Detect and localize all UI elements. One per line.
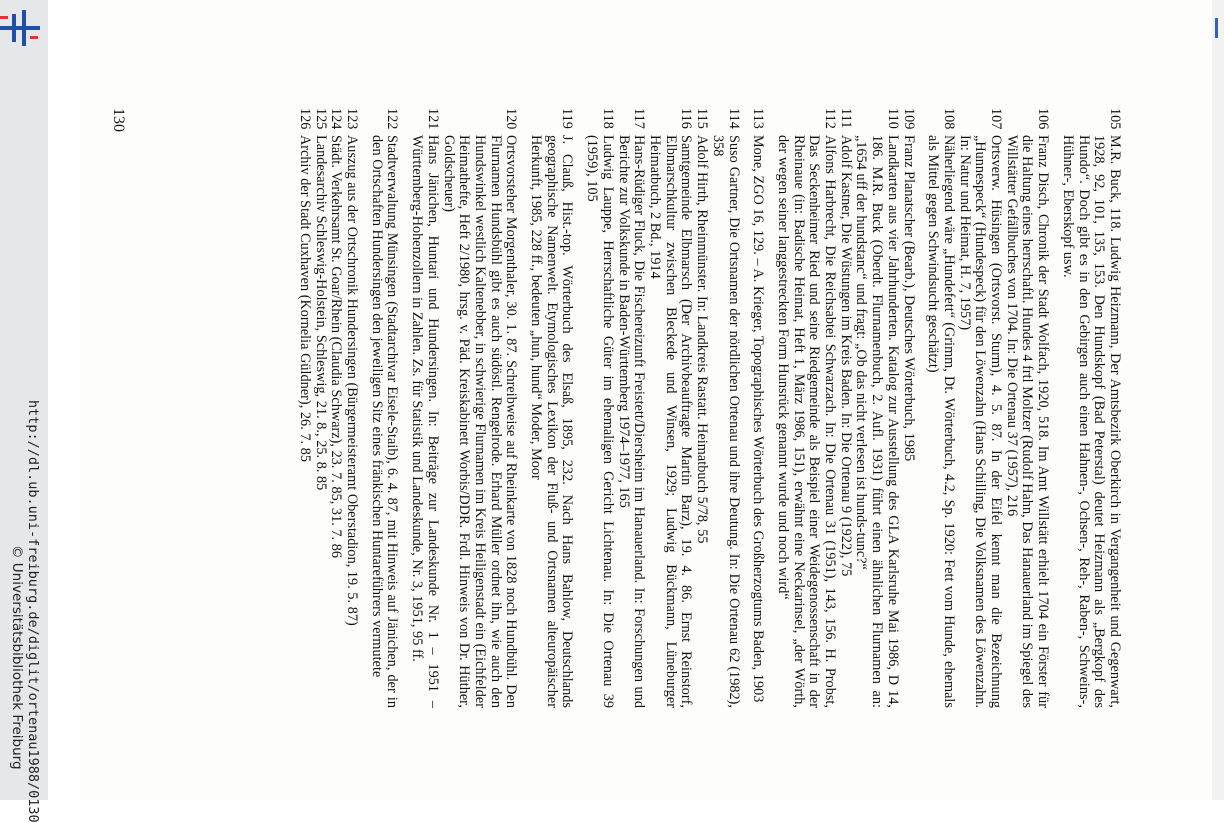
footnote-text: Näherliegend wäre „Hundefett“ (Grimm, Dt. Wörterbuch, 4.2, Sp. 1920: Fett vom Hunde, ehemals als Mittel gegen Schwindsucht geschätzt) <box>925 135 957 708</box>
scroll-marker-icon <box>1215 18 1218 38</box>
footnote <box>750 108 766 708</box>
footnote <box>615 108 646 708</box>
footnote-number: 108 <box>940 108 957 130</box>
footnote-text: Mone, ZGO 16, 129. – A. Krieger, Topographisches Wörterbuch des Großherzogtums Baden, 1903 <box>750 135 767 703</box>
footnote-number: 112 <box>822 108 839 129</box>
page-edge <box>1212 0 1224 800</box>
note-spacer <box>359 108 368 708</box>
footnote-text: Adolf Kastner, Die Wüstungen im Kreis Baden. In: Die Ortenau 9 (1922), 75 <box>837 135 854 577</box>
footnote-number: 116 <box>678 108 695 129</box>
note-spacer <box>575 108 584 708</box>
footnote-text: J. Clauß, Hist.-top. Wörterbuch des Elsaß, 1895, 232. Nach Hans Bahlow, Deutschlands geographische Namenwelt. Etymologisches Lexikon der Fluß- und Ortsnamen alteuropäischer Herkunft, 1985, 228 ff., bedeuten „hun, hund“ Moder, Moor <box>528 135 576 708</box>
footnote <box>646 108 693 708</box>
library-logo-icon <box>0 10 40 46</box>
footnote-text: Franz Disch, Chronik der Stadt Wolfach, 1920, 518. Im Amt Willstätt erhielt 1704 ein Förster für die Haltung eines herrschaftl. Hundes 4 frtl Moltzer (Rudolf Hahn, Das Hanauerland im Spiegel des Willstätter Gefällbuches von 1704. In: Die Ortenau 37 (1957), 216 <box>1003 135 1052 708</box>
footnote-text: Ortsvorsteher Morgenthaler, 30. 1. 87. Schreibweise auf Rheinkarte von 1828 noch Hundbühl. Den Flurnamen Hundsbühl gibt es auch südöstl. Rengelrode. Erhard Müller ordnet ihn, wie auch den Hundswinkel westlich Kaltenebber, in schwierige Flurnamen im Kreis Heiligenstadt ein (Eichfelder Heimathefte, Heft 2/1980, hrsg. v. Päd. Kreiskabinett Worbis/DDR. Frdl. Hinweis von Dr. Hüther, Goldscheuer) <box>440 135 520 708</box>
footnote-number: 125 <box>312 108 329 130</box>
note-spacer <box>741 108 750 708</box>
footnote <box>343 108 359 708</box>
footnote <box>925 108 956 708</box>
footnote-text: Archiv der Stadt Cuxhaven (Kornelia Güldner), 26. 7. 85 <box>296 135 313 463</box>
footnote <box>853 108 900 708</box>
footnote-number: 109 <box>900 108 917 130</box>
note-spacer <box>765 108 774 708</box>
footnote-number: 121 <box>424 108 441 130</box>
note-spacer <box>518 108 527 708</box>
footnote <box>296 108 312 708</box>
note-spacer <box>1050 108 1059 708</box>
footnote <box>584 108 615 708</box>
footnote-text: Ortsverw. Hüsingen (Ortsvorst. Sturm), 4. 5. 87. In der Eifel kennt man die Bezeichnung „Hunnespeck“ (Hundespeck) für den Löwenzahn (Hans Schilling, Die Volksnamen des Löwenzahn. In: Natur und Heimat, H. 7, 1957) <box>956 135 1005 708</box>
source-url[interactable]: http://dl.ub.uni-freiburg.de/diglit/ortenau1988/0130 <box>25 400 41 823</box>
footnote-text: Ludwig Lauppe, Herrschaftliche Güter im ehemaligen Gericht Lichtenau. In: Die Ortenau 39 (1959), 105 <box>584 135 616 708</box>
footnote <box>956 108 1003 708</box>
footnote-text: Alfons Harbrecht, Die Reichsabtei Schwarzach. In: Die Ortenau 31 (1951), 143, 156. H. Probst, Das Seckenheimer Ried und seine Riedgemeinde als Beispiel einer Weidegenossenschaft in der Rheinaue (in: Badische Heimat, Heft 1, März 1986, 151), erwähnt eine Neckarinsel, „der Wörth, der wegen seiner langgestreckten Form Hunsrück genannt wurde und noch wird“ <box>774 135 839 708</box>
footnote-number: 107 <box>988 108 1005 130</box>
footnote-number: 113 <box>750 108 767 129</box>
footnote <box>1003 108 1050 708</box>
footnote-number: 124 <box>328 108 345 130</box>
footnote <box>408 108 439 708</box>
note-spacer <box>916 108 925 708</box>
footnote <box>837 108 853 708</box>
footnote <box>900 108 916 708</box>
footnote-number: 119 <box>559 108 576 129</box>
footnote-text: Samtgemeinde Elbmarsch (Der Archivbeauftragte Martin Barz), 19. 4. 86. Ernst Reinstorf, Elbmarschkultur zwischen Bleckede und Winsen, 1929; Ludwig Bückmann, Lüneburger Heimatbuch, 2 Bd., 1914 <box>647 135 695 708</box>
footnote-number: 114 <box>725 108 742 129</box>
footnote-number: 115 <box>694 108 711 129</box>
footnote-number: 122 <box>384 108 401 130</box>
footnote-text: M.R. Buck, 118. Ludwig Heizmann, Der Amtsbezirk Oberkirch in Vergangenheit und Gegenwart, 1928, 92, 101, 135, 153. Den Hundskopf (Bad Peterstal) deutet Heizmann als „Bergkopf des Hundo“. Doch gibt es in den Gebirgen auch einen Hahnen-, Ochsen-, Reh-, Raben-, Schweins-, Hühner-, Eberskopf usw. <box>1059 135 1123 708</box>
footnote-text: Hans Jänichen, Huntari und Hundersingen. In: Beiträge zur Landeskunde Nr. 1 – 1951 – Württemberg-Hohenzollern in Zahlen. Zs. für Statistik und Landeskunde, Nr. 3, 1951, 95 ff. <box>409 135 441 708</box>
footnote-text: Landkarten aus vier Jahrhunderten. Katalog zur Ausstellung des GLA Karlsruhe Mai 1986, D 14, 186. M.R. Buck (Oberdt. Flurnamenbuch, 2. Aufl. 1931) führt einen ähnlichen Flurnamen an: „1654 uff der hundstanc“ und fragt: „Ob das nicht verlesen ist hunds-tunc?“ <box>853 135 901 708</box>
footnote-number: 118 <box>599 108 616 129</box>
footnote <box>709 108 740 708</box>
footnote-text: Landesarchiv Schleswig-Holstein, Schleswig, 21. 8., 25. 8. 85 <box>312 135 329 491</box>
footnote-text: Hans-Rüdiger Fluck, Die Fischereizunft Freistett/Diersheim im Hanauerland. In: Forschungen und Berichte zur Volkskunde in Baden-Württemberg 1974–1977, 165 <box>615 135 648 708</box>
viewer-sidebar <box>0 0 48 823</box>
footnote-number: 106 <box>1035 108 1052 130</box>
footnote <box>693 108 709 708</box>
footnote-text: Suso Gartner, Die Ortsnamen der nördlichen Ortenau und ihre Deutung. In: Die Ortenau 62 (1982), 358 <box>709 135 742 708</box>
footnote <box>440 108 519 708</box>
footnote-text: Auszug aus der Ortschronik Hundersingen (Bürgermeisteramt Oberstadion, 19. 5. 87) <box>344 135 361 626</box>
footnote-number: 123 <box>344 108 361 130</box>
note-spacer <box>399 108 408 708</box>
footnote <box>527 108 574 708</box>
footnote-text: Franz Planatscher (Bearb.), Deutsches Wörterbuch, 1985 <box>900 135 917 462</box>
footnote-number: 126 <box>296 108 313 130</box>
footnote-text: Stadtverwaltung Münsingen (Stadtarchivar Eisele-Staib), 6. 4. 87, mit Hinweis auf Jänichen, der in den Ortschaften Hundersingen den jeweiligen Sitz eines fränkischen Huntareführers vermutete <box>368 135 401 708</box>
footnote-text: Städt. Verkehrsamt St. Goar/Rhein (Claudia Schwarz), 23. 7. 85, 31. 7. 86 <box>328 135 345 559</box>
footnote-text: Adolf Hirth, Rheinmünster. In: Landkreis Rastatt. Heimatbuch 5/78, 55 <box>694 135 711 544</box>
copyright-notice: © Universitätsbibliothek Freiburg <box>9 545 25 770</box>
footnote-number: 110 <box>884 108 901 129</box>
footnote-number: 105 <box>1107 108 1123 130</box>
footnote <box>774 108 837 708</box>
rotated-page-content <box>72 108 1122 708</box>
footnote <box>1059 108 1122 708</box>
footnote-number: 111 <box>837 108 854 129</box>
footnote <box>312 108 328 708</box>
footnote-number: 117 <box>631 108 648 129</box>
footnote <box>328 108 344 708</box>
page-number: 130 <box>110 108 127 132</box>
footnotes-list <box>296 108 1122 708</box>
footnote <box>368 108 399 708</box>
footnote-number: 120 <box>503 108 520 130</box>
